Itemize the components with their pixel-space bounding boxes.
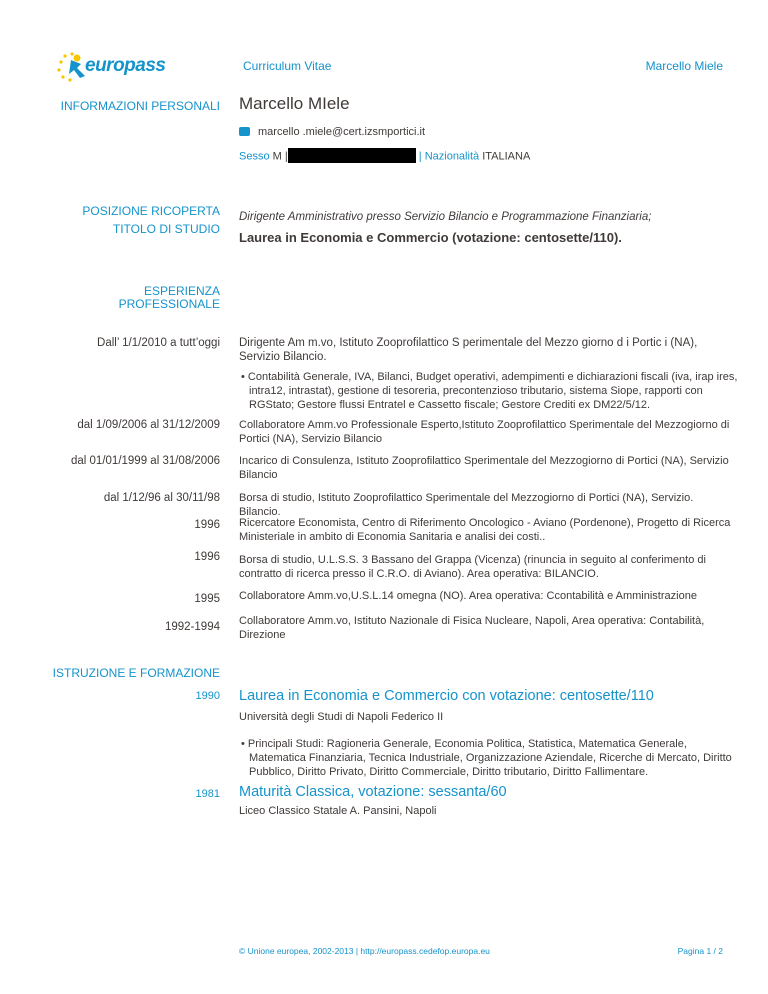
exp-date: dal 1/09/2006 al 31/12/2009 xyxy=(77,419,220,431)
edu-date: 1990 xyxy=(195,690,220,702)
full-name: Marcello MIele xyxy=(239,94,350,113)
europass-logo xyxy=(55,52,166,82)
exp-date: 1996 xyxy=(194,519,220,531)
doc-title: Curriculum Vitae xyxy=(243,59,332,73)
sex-value: M | xyxy=(272,150,288,163)
exp-title: Dirigente Am m.vo, Istituto Zooprofilattico S perimentale del Mezzo giorno d i Portic i (NA), Servizio Bilancio. xyxy=(239,337,698,363)
edu-bullet: • Principali Studi: Ragioneria Generale, Economia Politica, Statistica, Matematica Generale, Matematica Finanziaria, Tecnica Industriale, Organizzazione Aziendale, Ricerche di Mercato, Diritto Pubblico, Diritto Privato, Diritto Commerciale, Diritto tributario, Diritto Fallimentare. xyxy=(241,738,732,778)
edu-institution: Liceo Classico Statale A. Pansini, Napoli xyxy=(239,805,437,817)
exp-text: Ricercatore Economista, Centro di Riferimento Oncologico - Aviano (Pordenone), Progetto di Ricerca Ministeriale in ambito di Economia Sanitaria e analisi dei costi.. xyxy=(239,517,731,543)
exp-text: Borsa di studio, U.L.S.S. 3 Bassano del Grappa (Vicenza) (rinuncia in seguito al conferimento di contratto di ricerca presso il C.R.O. di Aviano). Area operativa: BILANCIO. xyxy=(239,554,706,580)
exp-text: Collaboratore Amm.vo,U.S.L.14 omegna (NO). Area operativa: Ccontabilità e Amministrazione xyxy=(239,590,697,602)
exp-text: Incarico di Consulenza, Istituto Zooprofilattico Sperimentale del Mezzogiorno di Portici (NA), Servizio Bilancio xyxy=(239,455,729,481)
edu-title: Laurea in Economia e Commercio con votazione: centosette/110 xyxy=(239,688,654,704)
email-icon xyxy=(239,127,250,136)
experience-label xyxy=(0,285,220,311)
exp-text: Borsa di studio, Istituto Zooprofilattico Sperimentale del Mezzogiorno di Portici (NA), Servizio. Bilancio. xyxy=(239,492,694,518)
email-address[interactable]: marcello .miele@cert.izsmportici.it xyxy=(258,126,426,138)
footer-copyright[interactable]: © Unione europea, 2002-2013 | http://europass.cedefop.europa.eu xyxy=(239,946,490,956)
sex-label: Sesso xyxy=(239,150,270,163)
exp-date: 1995 xyxy=(194,593,220,605)
exp-date: Dall’ 1/1/2010 a tutt’oggi xyxy=(97,337,220,349)
edu-institution: Università degli Studi di Napoli Federico II xyxy=(239,711,444,723)
exp-date: dal 01/01/1999 al 31/08/2006 xyxy=(71,455,220,467)
education-label: ISTRUZIONE E FORMAZIONE xyxy=(52,666,220,680)
exp-date: 1992-1994 xyxy=(165,621,220,633)
exp-text: Collaboratore Amm.vo Professionale Esperto,Istituto Zooprofilattico Sperimentale del Mezzogiorno di Portici (NA), Servizio Bilancio xyxy=(239,419,730,445)
degree-value: Laurea in Economia e Commercio (votazione: centosette/110). xyxy=(239,230,622,245)
position-value: Dirigente Amministrativo presso Servizio Bilancio e Programmazione Finanziaria; xyxy=(239,211,652,223)
europass-wordmark: europass xyxy=(85,55,166,76)
position-label: POSIZIONE RICOPERTA xyxy=(82,204,220,218)
degree-label: TITOLO DI STUDIO xyxy=(112,222,220,236)
exp-bullet: • Contabilità Generale, IVA, Bilanci, Budget operativi, adempimenti e dichiarazioni fiscali (iva, irap ires, intra12, intrastat), gestione di tesoreria, precontenzioso tributario, sistema Siope, rapporti con RGStato; Gestore flussi Entratel e Cassetto fiscale; Gestore Crediti ex DM22/5/12. xyxy=(241,371,738,411)
personal-info-label: INFORMAZIONI PERSONALI xyxy=(60,99,220,113)
edu-title: Maturità Classica, votazione: sessanta/60 xyxy=(239,784,507,800)
exp-text: Collaboratore Amm.vo, Istituto Nazionale di Fisica Nucleare, Napoli, Area operativa: Contabilità, Direzione xyxy=(239,615,705,641)
personal-details-row xyxy=(239,149,530,164)
experience-label-line2: PROFESSIONALE xyxy=(118,297,220,311)
header-name: Marcello Miele xyxy=(645,59,723,73)
exp-date: 1996 xyxy=(194,551,220,563)
nationality-value: ITALIANA xyxy=(482,150,531,163)
nationality-label: | Nazionalità xyxy=(418,150,480,163)
page-number: Pagina 1 / 2 xyxy=(677,946,723,956)
exp-date: dal 1/12/96 al 30/11/98 xyxy=(103,492,220,504)
email-row xyxy=(239,125,425,139)
experience-label-line1: ESPERIENZA xyxy=(143,284,220,298)
edu-date: 1981 xyxy=(195,788,220,800)
redacted-block xyxy=(288,148,416,163)
